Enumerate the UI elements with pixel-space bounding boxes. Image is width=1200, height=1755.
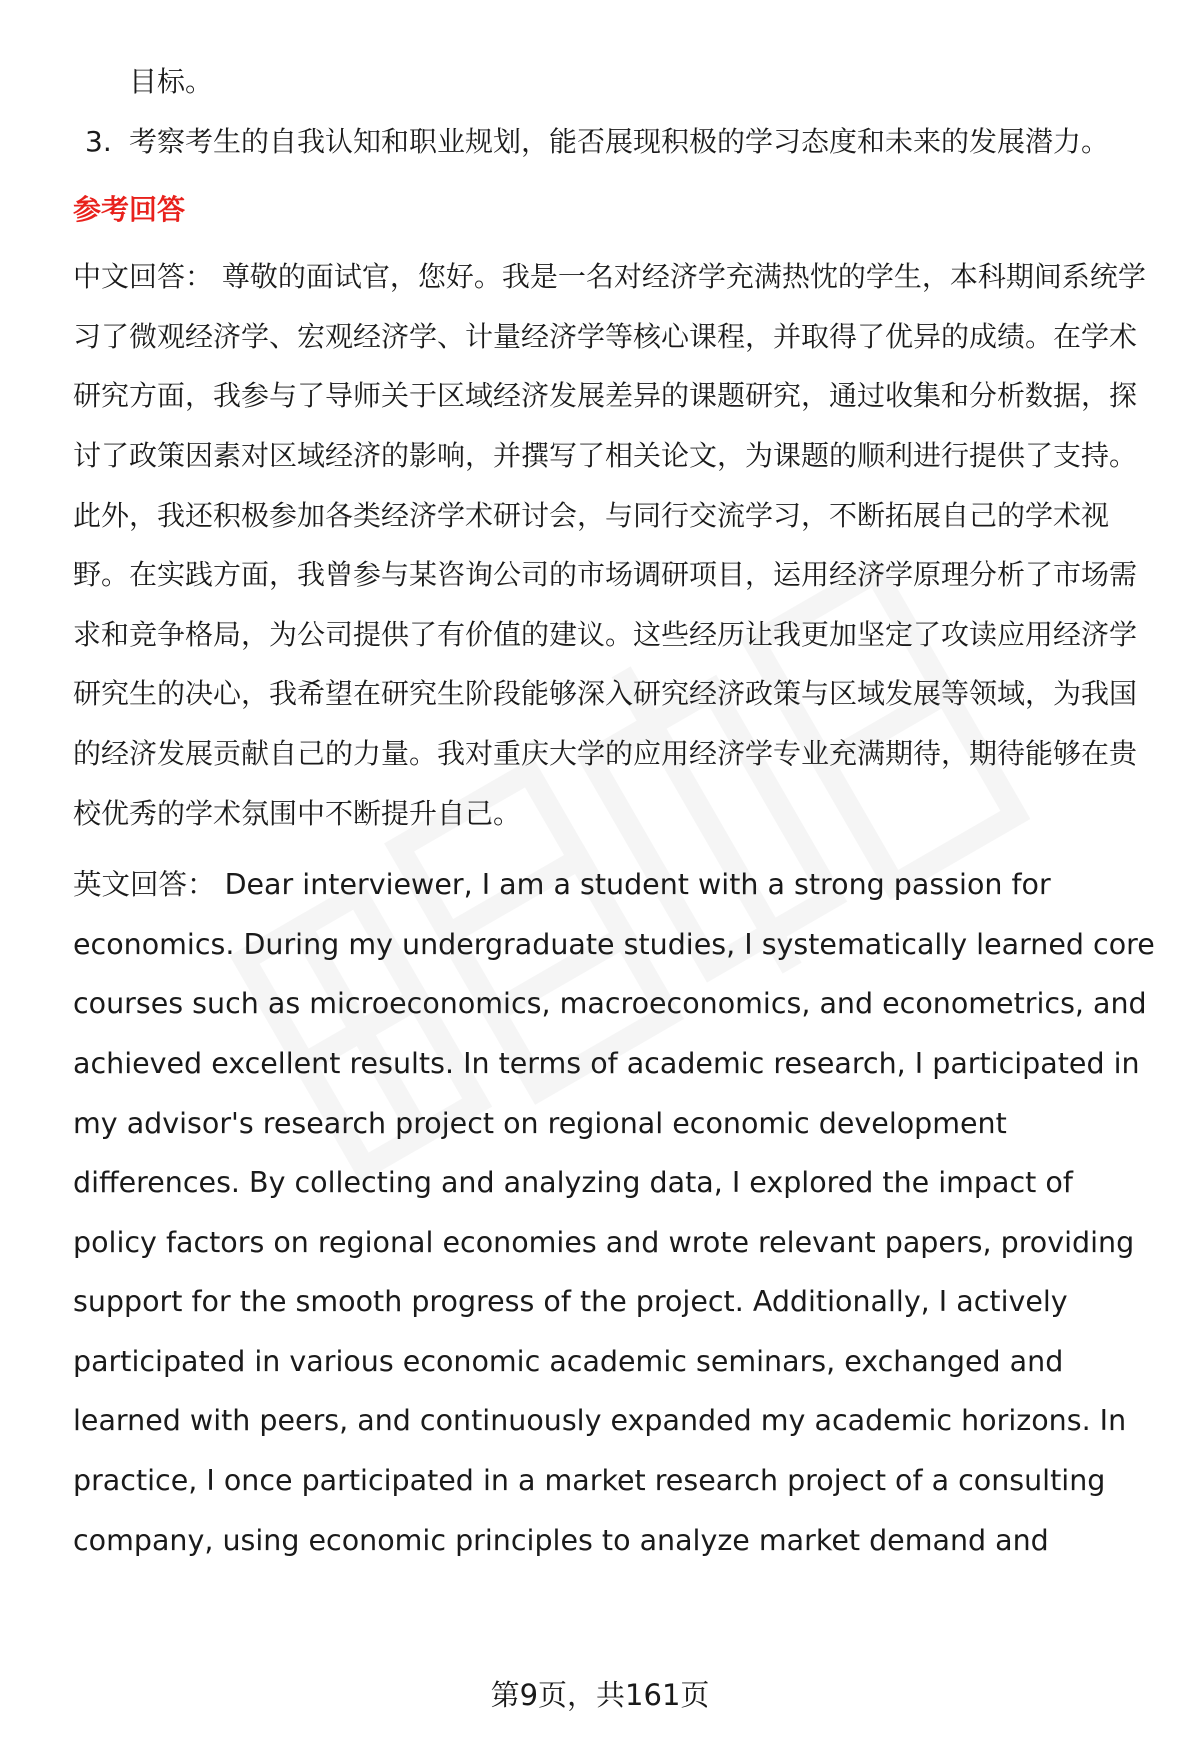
english-answer-prefix: 英文回答： bbox=[73, 868, 216, 902]
list-item-3 bbox=[73, 112, 1158, 172]
chinese-answer-text: 尊敬的面试官，您好。我是一名对经济学充满热忱的学生，本科期间系统学习了微观经济学、宏观经济学、计量经济学等核心课程，并取得了优异的成绩。在学术研究方面，我参与了导师关于区域经济发展差异的课题研究，通过收集和分析数据，探讨了政策因素对区域经济的影响，并撰写了相关论文，为课题的顺利进行提供了支持。此外，我还积极参加各类经济学术研讨会，与同行交流学习，不断拓展自己的学术视野。在实践方面，我曾参与某咨询公司的市场调研项目，运用经济学原理分析了市场需求和竞争格局，为公司提供了有价值的建议。这些经历让我更加坚定了攻读应用经济学研究生的决心，我希望在研究生阶段能够深入研究经济政策与区域发展等领域，为我国的经济发展贡献自己的力量。我对重庆大学的应用经济学专业充满期待，期待能够在贵校优秀的学术氛围中不断提升自己。 bbox=[73, 260, 1146, 830]
section-heading: 参考回答 bbox=[73, 193, 186, 227]
english-answer-text: Dear interviewer, I am a student with a strong passion for economics. During my undergraduate studies, I systematically learned core courses such as microeconomics, macroeconomics, and econometrics, and achieved excellent results. In terms of academic research, I participated in my advisor's research project on regional economic development differences. By collecting and analyzing data, I explored the impact of policy factors on regional economies and wrote relevant papers, providing support for the smooth progress of the project. Additionally, I actively participated in various economic academic seminars, exchanged and learned with peers, and continuously expanded my academic horizons. In practice, I once participated in a market research project of a consulting company, using economic principles to analyze market demand and bbox=[73, 868, 1155, 1557]
document-content bbox=[73, 52, 1158, 1570]
list-item-number: 3. bbox=[85, 124, 112, 158]
list-item-continuation: 目标。 bbox=[129, 65, 214, 98]
chinese-answer-paragraph bbox=[73, 247, 1158, 843]
list-item-text: 考察考生的自我认知和职业规划，能否展现积极的学习态度和未来的发展潜力。 bbox=[129, 124, 1110, 158]
chinese-answer-prefix: 中文回答： bbox=[73, 260, 214, 294]
page-number-footer: 第9页，共161页 bbox=[490, 1678, 710, 1712]
english-answer-paragraph bbox=[73, 855, 1158, 1570]
